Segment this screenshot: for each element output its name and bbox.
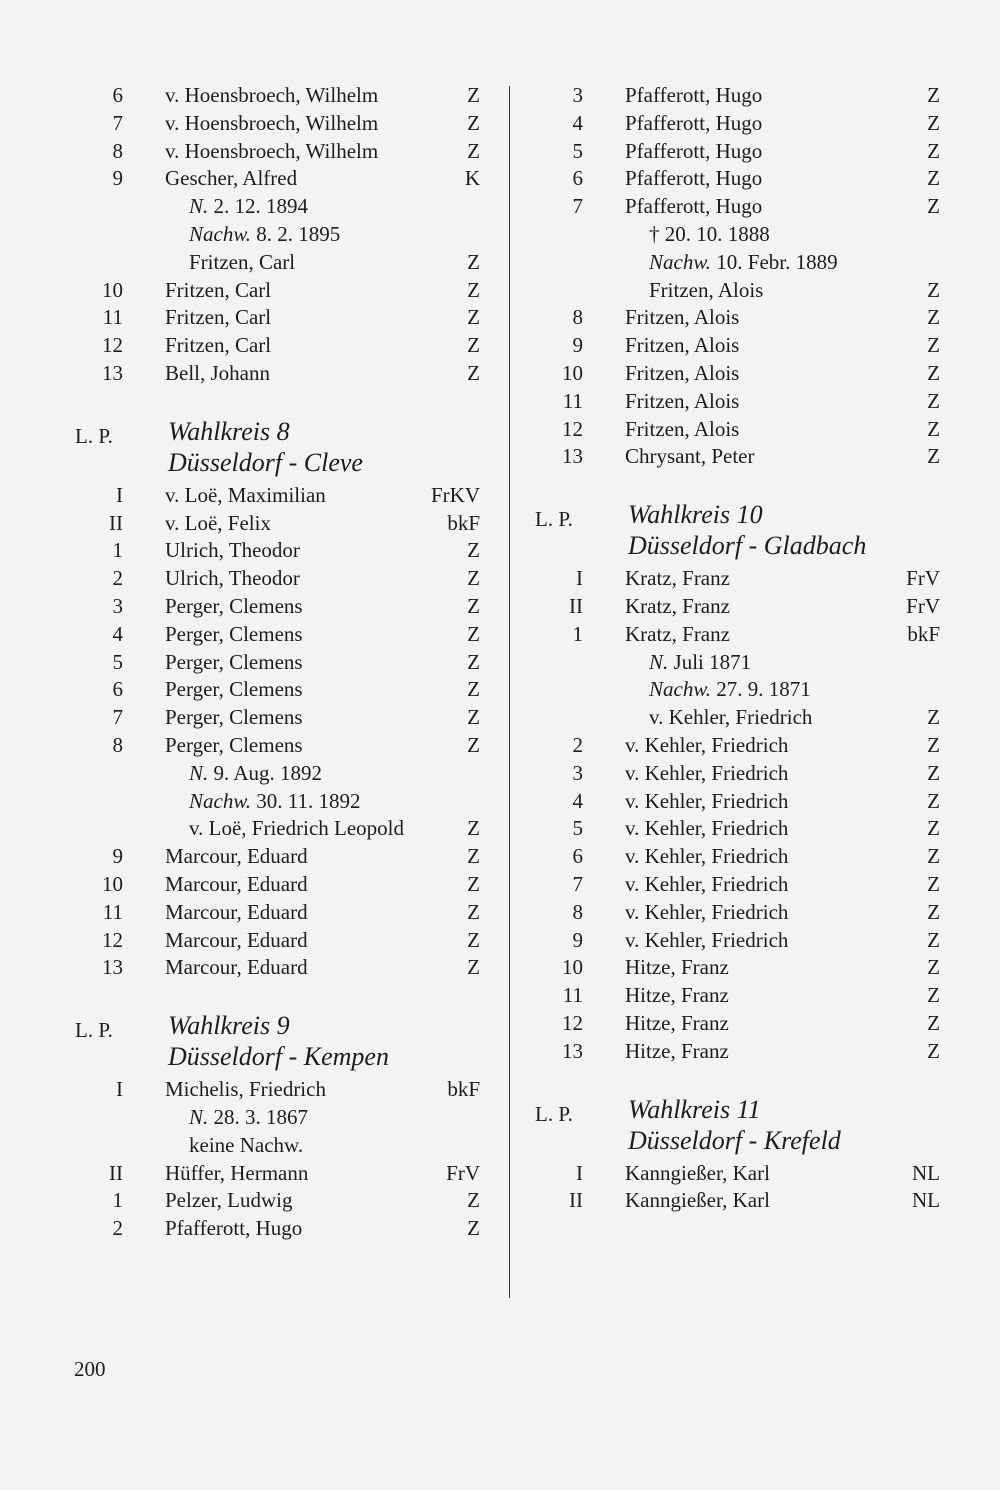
member-name: Hitze, Franz xyxy=(625,983,729,1008)
note-prefix: Nachw. xyxy=(189,788,252,813)
member-name: Kanngießer, Karl xyxy=(625,1188,770,1213)
table-row xyxy=(60,1187,490,1215)
member-name: v. Kehler, Friedrich xyxy=(625,732,789,757)
table-row xyxy=(60,621,490,649)
party-code: bkF xyxy=(447,510,480,535)
table-row xyxy=(60,871,490,899)
party-code: Z xyxy=(467,305,480,330)
member-name: v. Kehler, Friedrich xyxy=(625,899,789,924)
table-row xyxy=(520,360,950,388)
party-code: Z xyxy=(467,333,480,358)
member-name: v. Hoensbroech, Wilhelm xyxy=(165,83,379,107)
member-name: Marcour, Eduard xyxy=(165,871,308,896)
member-name: v. Kehler, Friedrich xyxy=(625,816,789,841)
member-name: Marcour, Eduard xyxy=(165,927,308,952)
period-number: 3 xyxy=(572,83,583,107)
member-name: v. Kehler, Friedrich xyxy=(625,927,789,952)
party-code: Z xyxy=(927,871,940,896)
member-name: v. Kehler, Friedrich xyxy=(649,705,813,730)
party-code: Z xyxy=(467,871,480,896)
party-code: Z xyxy=(467,816,480,841)
note-value: 30. 11. 1892 xyxy=(256,788,361,813)
period-number: I xyxy=(576,566,583,591)
table-row xyxy=(520,193,950,221)
period-number: 5 xyxy=(112,649,123,674)
note-text xyxy=(189,193,308,221)
note-prefix: Nachw. xyxy=(189,221,252,246)
period-number: 8 xyxy=(112,138,123,163)
table-row xyxy=(60,304,490,332)
period-number: 11 xyxy=(102,305,123,330)
party-code: Z xyxy=(467,1216,480,1241)
note-line xyxy=(60,788,490,816)
table-row xyxy=(520,565,950,593)
party-code: Z xyxy=(927,277,940,302)
member-name: Fritzen, Alois xyxy=(649,277,764,302)
table-row xyxy=(60,82,490,110)
period-number: 13 xyxy=(562,444,583,469)
period-number: 3 xyxy=(112,593,123,618)
party-code: Z xyxy=(927,1038,940,1063)
member-name: Hitze, Franz xyxy=(625,955,729,980)
period-number: 10 xyxy=(562,360,583,385)
member-name: Marcour, Eduard xyxy=(165,899,308,924)
member-name: Marcour, Eduard xyxy=(165,955,308,980)
note-prefix: Nachw. xyxy=(649,677,712,702)
left-column xyxy=(60,82,490,1243)
party-code: Z xyxy=(467,138,480,163)
table-row xyxy=(520,982,950,1010)
table-row xyxy=(60,593,490,621)
period-number: 5 xyxy=(572,816,583,841)
period-number: 2 xyxy=(572,732,583,757)
period-number: 12 xyxy=(102,927,123,952)
period-number: 11 xyxy=(562,983,583,1008)
note-line xyxy=(60,1104,490,1132)
period-number: II xyxy=(109,1160,123,1185)
table-row xyxy=(520,871,950,899)
member-name: v. Kehler, Friedrich xyxy=(625,760,789,785)
member-name: Fritzen, Alois xyxy=(625,416,740,441)
note-text xyxy=(189,1104,308,1132)
period-number: 13 xyxy=(102,955,123,980)
table-row xyxy=(60,565,490,593)
table-row xyxy=(520,954,950,982)
party-code: Z xyxy=(927,927,940,952)
party-code: Z xyxy=(467,927,480,952)
period-number: 5 xyxy=(572,138,583,163)
table-row xyxy=(60,482,490,510)
note-value: 9. Aug. 1892 xyxy=(213,760,323,785)
table-row xyxy=(60,165,490,193)
note-line xyxy=(60,221,490,249)
period-number: 7 xyxy=(572,194,583,219)
party-code: Z xyxy=(927,83,940,107)
table-row xyxy=(520,82,950,110)
table-row xyxy=(520,277,950,305)
period-number: 8 xyxy=(572,899,583,924)
party-code: FrV xyxy=(446,1160,480,1185)
legislative-period-label: L. P. xyxy=(75,423,113,448)
party-code: Z xyxy=(927,360,940,385)
party-code: Z xyxy=(927,760,940,785)
table-row xyxy=(60,537,490,565)
table-row xyxy=(60,732,490,760)
table-row xyxy=(520,815,950,843)
period-number: II xyxy=(569,593,583,618)
period-number: II xyxy=(109,510,123,535)
member-name: Fritzen, Carl xyxy=(165,305,272,330)
period-number: 7 xyxy=(112,705,123,730)
party-code: Z xyxy=(927,416,940,441)
party-code: Z xyxy=(467,277,480,302)
member-name: v. Hoensbroech, Wilhelm xyxy=(165,138,379,163)
period-number: 13 xyxy=(562,1038,583,1063)
member-name: Kratz, Franz xyxy=(625,593,730,618)
party-code: Z xyxy=(467,899,480,924)
party-code: bkF xyxy=(907,621,940,646)
table-row xyxy=(60,843,490,871)
period-number: 4 xyxy=(572,788,583,813)
period-number: I xyxy=(576,1160,583,1185)
table-row xyxy=(60,676,490,704)
period-number: 8 xyxy=(112,732,123,757)
table-row xyxy=(520,621,950,649)
table-row xyxy=(520,704,950,732)
period-number: 2 xyxy=(112,566,123,591)
party-code: Z xyxy=(927,899,940,924)
party-code: Z xyxy=(467,621,480,646)
member-name: Fritzen, Alois xyxy=(625,388,740,413)
member-name: v. Loë, Maximilian xyxy=(165,482,326,507)
period-number: 6 xyxy=(112,677,123,702)
legislative-period-label: L. P. xyxy=(535,507,573,532)
party-code: Z xyxy=(927,955,940,980)
table-row xyxy=(520,388,950,416)
table-row xyxy=(520,1187,950,1215)
note-line xyxy=(60,1132,490,1160)
table-row xyxy=(520,593,950,621)
member-name: Gescher, Alfred xyxy=(165,166,298,191)
period-number: 13 xyxy=(102,360,123,385)
note-value: 8. 2. 1895 xyxy=(256,221,341,246)
member-name: Pfafferott, Hugo xyxy=(625,138,763,163)
page-number: 200 xyxy=(74,1357,106,1381)
party-code: Z xyxy=(467,593,480,618)
party-code: Z xyxy=(467,955,480,980)
party-code: FrV xyxy=(906,593,940,618)
right-entries-wahlkreis-10 xyxy=(520,565,950,1065)
period-number: 4 xyxy=(572,110,583,135)
party-code: Z xyxy=(467,1188,480,1213)
period-number: 7 xyxy=(112,110,123,135)
party-code: Z xyxy=(927,194,940,219)
period-number: 9 xyxy=(572,927,583,952)
member-name: Fritzen, Alois xyxy=(625,360,740,385)
table-row xyxy=(60,360,490,388)
period-number: 6 xyxy=(112,83,123,107)
party-code: FrKV xyxy=(430,482,480,507)
party-code: Z xyxy=(467,677,480,702)
note-line xyxy=(60,760,490,788)
member-name: Hitze, Franz xyxy=(625,1038,729,1063)
member-name: Perger, Clemens xyxy=(165,732,303,757)
member-name: Fritzen, Carl xyxy=(165,277,272,302)
right-column xyxy=(520,82,950,1215)
period-number: 8 xyxy=(572,305,583,330)
period-number: 7 xyxy=(572,871,583,896)
period-number: 6 xyxy=(572,166,583,191)
party-code: Z xyxy=(927,816,940,841)
party-code: Z xyxy=(467,538,480,563)
table-row xyxy=(520,1010,950,1038)
member-name: Pelzer, Ludwig xyxy=(165,1188,293,1213)
table-row xyxy=(60,704,490,732)
party-code: Z xyxy=(927,305,940,330)
note-value: 2. 12. 1894 xyxy=(213,194,309,219)
member-name: v. Loë, Felix xyxy=(165,510,271,535)
period-number: 4 xyxy=(112,621,123,646)
table-row xyxy=(60,954,490,982)
party-code: Z xyxy=(467,705,480,730)
party-code: Z xyxy=(927,333,940,358)
table-row xyxy=(520,304,950,332)
party-code: Z xyxy=(467,249,480,274)
right-entries-top xyxy=(520,82,950,471)
member-name: Perger, Clemens xyxy=(165,649,303,674)
member-name: Pfafferott, Hugo xyxy=(625,110,763,135)
table-row xyxy=(520,1038,950,1066)
table-row xyxy=(60,277,490,305)
member-name: v. Loë, Friedrich Leopold xyxy=(189,816,404,841)
party-code: NL xyxy=(912,1188,940,1213)
member-name: Fritzen, Alois xyxy=(625,333,740,358)
table-row xyxy=(60,249,490,277)
note-prefix: N. xyxy=(189,1104,209,1129)
period-number: 12 xyxy=(562,416,583,441)
note-text xyxy=(189,788,361,816)
party-code: Z xyxy=(467,649,480,674)
member-name: v. Kehler, Friedrich xyxy=(625,788,789,813)
note-line xyxy=(520,249,950,277)
party-code: Z xyxy=(927,983,940,1008)
party-code: Z xyxy=(467,732,480,757)
note-text xyxy=(189,221,340,249)
party-code: Z xyxy=(467,83,480,107)
table-row xyxy=(520,899,950,927)
party-code: Z xyxy=(467,566,480,591)
section-title: Wahlkreis 9 Düsseldorf - Kempen xyxy=(168,1011,389,1072)
note-text xyxy=(649,249,838,277)
member-name: Hüffer, Hermann xyxy=(165,1160,309,1185)
member-name: Kanngießer, Karl xyxy=(625,1160,770,1185)
section-title: Wahlkreis 11 Düsseldorf - Krefeld xyxy=(628,1094,841,1155)
table-row xyxy=(520,788,950,816)
party-code: Z xyxy=(927,844,940,869)
table-row xyxy=(520,843,950,871)
party-code: Z xyxy=(467,110,480,135)
period-number: 2 xyxy=(112,1216,123,1241)
party-code: FrV xyxy=(906,566,940,591)
period-number: 10 xyxy=(102,277,123,302)
period-number: 3 xyxy=(572,760,583,785)
table-row xyxy=(520,138,950,166)
member-name: Chrysant, Peter xyxy=(625,444,755,469)
party-code: Z xyxy=(927,1010,940,1035)
table-row xyxy=(520,1160,950,1188)
member-name: Marcour, Eduard xyxy=(165,844,308,869)
party-code: Z xyxy=(927,138,940,163)
member-name: Fritzen, Carl xyxy=(189,249,296,274)
period-number: 6 xyxy=(572,844,583,869)
section-heading-wahlkreis-10 xyxy=(520,499,950,559)
left-entries-wahlkreis-9 xyxy=(60,1076,490,1243)
member-name: v. Kehler, Friedrich xyxy=(625,844,789,869)
section-title: Wahlkreis 8 Düsseldorf - Cleve xyxy=(168,416,363,477)
member-name: Ulrich, Theodor xyxy=(165,538,300,563)
note-text xyxy=(189,1132,303,1160)
note-prefix: Nachw. xyxy=(649,249,712,274)
period-number: 1 xyxy=(572,621,583,646)
member-name: Perger, Clemens xyxy=(165,593,303,618)
table-row xyxy=(60,1076,490,1104)
member-name: Pfafferott, Hugo xyxy=(625,83,763,107)
period-number: I xyxy=(116,1077,123,1102)
member-name: Perger, Clemens xyxy=(165,677,303,702)
note-value: keine Nachw. xyxy=(189,1132,304,1157)
left-entries-top xyxy=(60,82,490,388)
table-row xyxy=(60,332,490,360)
period-number: II xyxy=(569,1188,583,1213)
member-name: Kratz, Franz xyxy=(625,621,730,646)
note-line xyxy=(60,193,490,221)
note-value: Juli 1871 xyxy=(673,649,752,674)
note-prefix: N. xyxy=(649,649,669,674)
party-code: K xyxy=(464,166,480,191)
section-title: Wahlkreis 10 Düsseldorf - Gladbach xyxy=(628,500,867,561)
party-code: Z xyxy=(927,166,940,191)
period-number: I xyxy=(116,482,123,507)
legislative-period-label: L. P. xyxy=(535,1101,573,1126)
left-entries-wahlkreis-8 xyxy=(60,482,490,982)
note-text xyxy=(649,676,811,704)
note-value: 28. 3. 1867 xyxy=(213,1104,309,1129)
period-number: 1 xyxy=(112,1188,123,1213)
table-row xyxy=(520,110,950,138)
member-name: Perger, Clemens xyxy=(165,705,303,730)
table-row xyxy=(60,649,490,677)
note-prefix: N. xyxy=(189,194,209,219)
period-number: 11 xyxy=(102,899,123,924)
legislative-period-label: L. P. xyxy=(75,1018,113,1043)
party-code: Z xyxy=(467,844,480,869)
section-heading-wahlkreis-11 xyxy=(520,1094,950,1154)
table-row xyxy=(520,927,950,955)
party-code: Z xyxy=(467,360,480,385)
member-name: v. Kehler, Friedrich xyxy=(625,871,789,896)
period-number: 9 xyxy=(572,333,583,358)
member-name: Pfafferott, Hugo xyxy=(625,166,763,191)
section-heading-wahlkreis-9 xyxy=(60,1010,490,1070)
party-code: Z xyxy=(927,732,940,757)
note-prefix: N. xyxy=(189,760,209,785)
table-row xyxy=(520,416,950,444)
member-name: v. Hoensbroech, Wilhelm xyxy=(165,110,379,135)
table-row xyxy=(60,1160,490,1188)
party-code: bkF xyxy=(447,1077,480,1102)
note-text xyxy=(649,221,770,249)
member-name: Perger, Clemens xyxy=(165,621,303,646)
period-number: 11 xyxy=(562,388,583,413)
table-row xyxy=(60,927,490,955)
period-number: 12 xyxy=(562,1010,583,1035)
table-row xyxy=(520,332,950,360)
column-divider xyxy=(509,86,510,1298)
note-line xyxy=(520,676,950,704)
note-line xyxy=(520,221,950,249)
party-code: Z xyxy=(927,444,940,469)
table-row xyxy=(520,443,950,471)
right-entries-wahlkreis-11 xyxy=(520,1160,950,1216)
member-name: Kratz, Franz xyxy=(625,566,730,591)
party-code: Z xyxy=(927,110,940,135)
note-line xyxy=(520,649,950,677)
note-value: 27. 9. 1871 xyxy=(716,677,811,702)
table-row xyxy=(60,1215,490,1243)
table-row xyxy=(520,760,950,788)
note-text xyxy=(189,760,322,788)
note-value: † 20. 10. 1888 xyxy=(649,221,770,246)
member-name: Michelis, Friedrich xyxy=(165,1077,326,1102)
note-text xyxy=(649,649,751,677)
member-name: Fritzen, Carl xyxy=(165,333,272,358)
member-name: Bell, Johann xyxy=(165,360,270,385)
period-number: 12 xyxy=(102,333,123,358)
period-number: 10 xyxy=(562,955,583,980)
period-number: 10 xyxy=(102,871,123,896)
member-name: Hitze, Franz xyxy=(625,1010,729,1035)
table-row xyxy=(60,510,490,538)
party-code: Z xyxy=(927,788,940,813)
section-heading-wahlkreis-8 xyxy=(60,416,490,476)
member-name: Ulrich, Theodor xyxy=(165,566,300,591)
party-code: Z xyxy=(927,705,940,730)
table-row xyxy=(520,165,950,193)
table-row xyxy=(60,899,490,927)
member-name: Fritzen, Alois xyxy=(625,305,740,330)
table-row xyxy=(60,138,490,166)
note-value: 10. Febr. 1889 xyxy=(716,249,838,274)
party-code: Z xyxy=(927,388,940,413)
table-row xyxy=(520,732,950,760)
period-number: 1 xyxy=(112,538,123,563)
period-number: 9 xyxy=(112,166,123,191)
party-code: NL xyxy=(912,1160,940,1185)
period-number: 9 xyxy=(112,844,123,869)
member-name: Pfafferott, Hugo xyxy=(625,194,763,219)
table-row xyxy=(60,815,490,843)
member-name: Pfafferott, Hugo xyxy=(165,1216,303,1241)
table-row xyxy=(60,110,490,138)
